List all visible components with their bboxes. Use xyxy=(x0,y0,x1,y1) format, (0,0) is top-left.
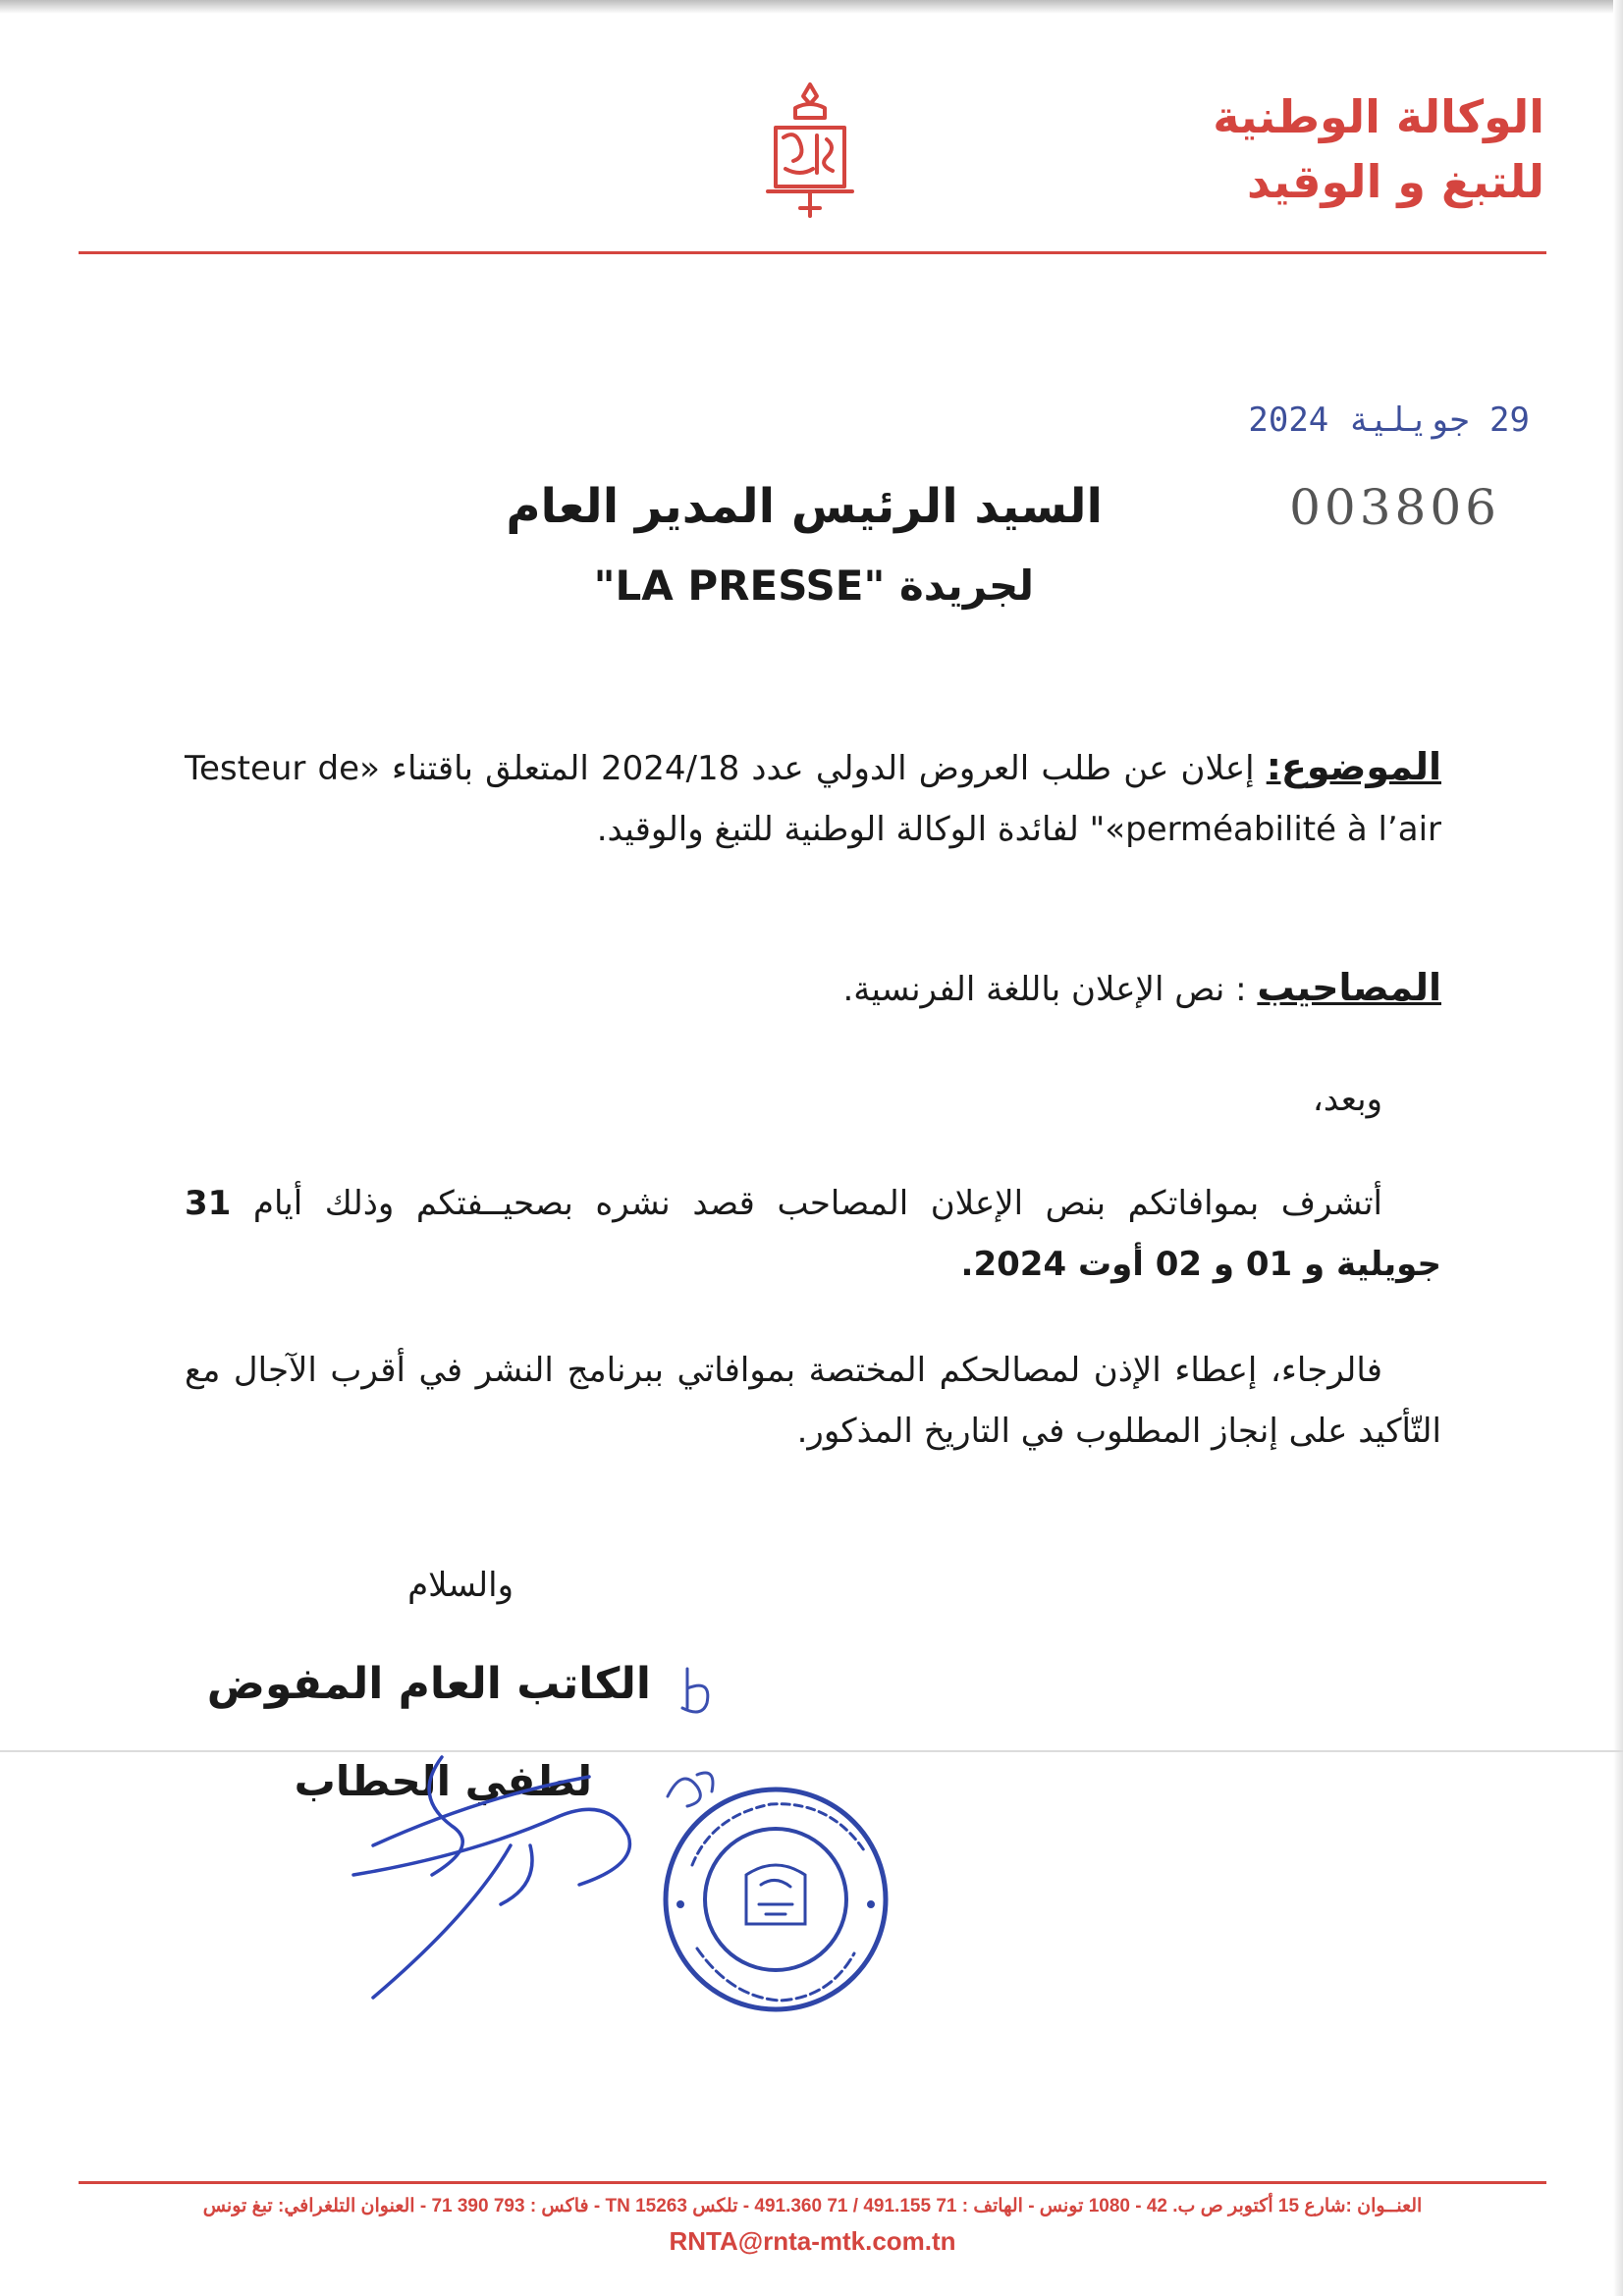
footer-divider xyxy=(79,2181,1546,2184)
official-seal xyxy=(653,1777,898,2022)
body-paragraph-1 xyxy=(185,1173,1441,1295)
handwritten-signature xyxy=(334,1737,687,2012)
attachments-label: المصاحيب xyxy=(1257,966,1441,1009)
agency-name-line1: الوكالة الوطنية xyxy=(1213,90,1544,143)
header-divider xyxy=(79,251,1546,254)
footer-address: العنــوان :شارع 15 أكتوبر ص ب. 42 - 1080 تونس - الهاتف : 71 491.155 / 71 491.360 - تلكس TN 15263 - فاكس : 793 390 71 - العنوان التلغرافي: تبغ تونس xyxy=(202,2196,1423,2216)
agency-logo xyxy=(756,79,864,226)
scan-edge-right xyxy=(1613,0,1623,2296)
scan-edge-shadow xyxy=(0,0,1623,14)
footer-email[interactable]: RNTA@rnta-mtk.com.tn xyxy=(669,2226,956,2256)
subject-paragraph xyxy=(185,736,1441,860)
subject-text: إعلان عن طلب العروض الدولي عدد 2024/18 المتعلق باقتناء «Testeur de perméabilité à l’air»" لفائدة الوكالة الوطنية للتبغ والوقيد. xyxy=(185,749,1441,849)
body-paragraph-2 xyxy=(185,1340,1441,1462)
agency-name-line2: للتبغ و الوقيد xyxy=(1247,155,1544,208)
attachments-paragraph xyxy=(185,957,1441,1020)
addressee-title: السيد الرئيس المدير العام xyxy=(506,479,1103,534)
reference-number: 003806 xyxy=(1289,479,1500,536)
attachments-text: : نص الإعلان باللغة الفرنسية. xyxy=(842,970,1247,1009)
greeting: وبعد، xyxy=(1312,1080,1382,1119)
body-paragraph-1-text: أتشرف بموافاتكم بنص الإعلان المصاحب قصد نشره بصحيــفتكم وذلك أيام xyxy=(252,1184,1382,1223)
signer-name: لطفي الحطاب xyxy=(294,1757,592,1805)
scan-artifact-line xyxy=(0,1750,1623,1752)
body-paragraph-2-text: فالرجاء، إعطاء الإذن لمصالحكم المختصة بموافاتي ببرنامج النشر في أقرب الآجال مع التّأكيد على إنجاز المطلوب في التاريخ المذكور. xyxy=(185,1351,1441,1451)
signer-title: الكاتب العام المفوض xyxy=(206,1659,651,1709)
addressee-newspaper: لجريدة "LA PRESSE" xyxy=(593,561,1034,610)
date-stamp: 29 جويلية 2024 xyxy=(1248,400,1530,440)
subject-label: الموضوع: xyxy=(1266,745,1441,788)
publication-dates: 31 جويلية و 01 و 02 أوت 2024. xyxy=(185,1184,1441,1284)
closing-salutation: والسلام xyxy=(407,1566,514,1605)
